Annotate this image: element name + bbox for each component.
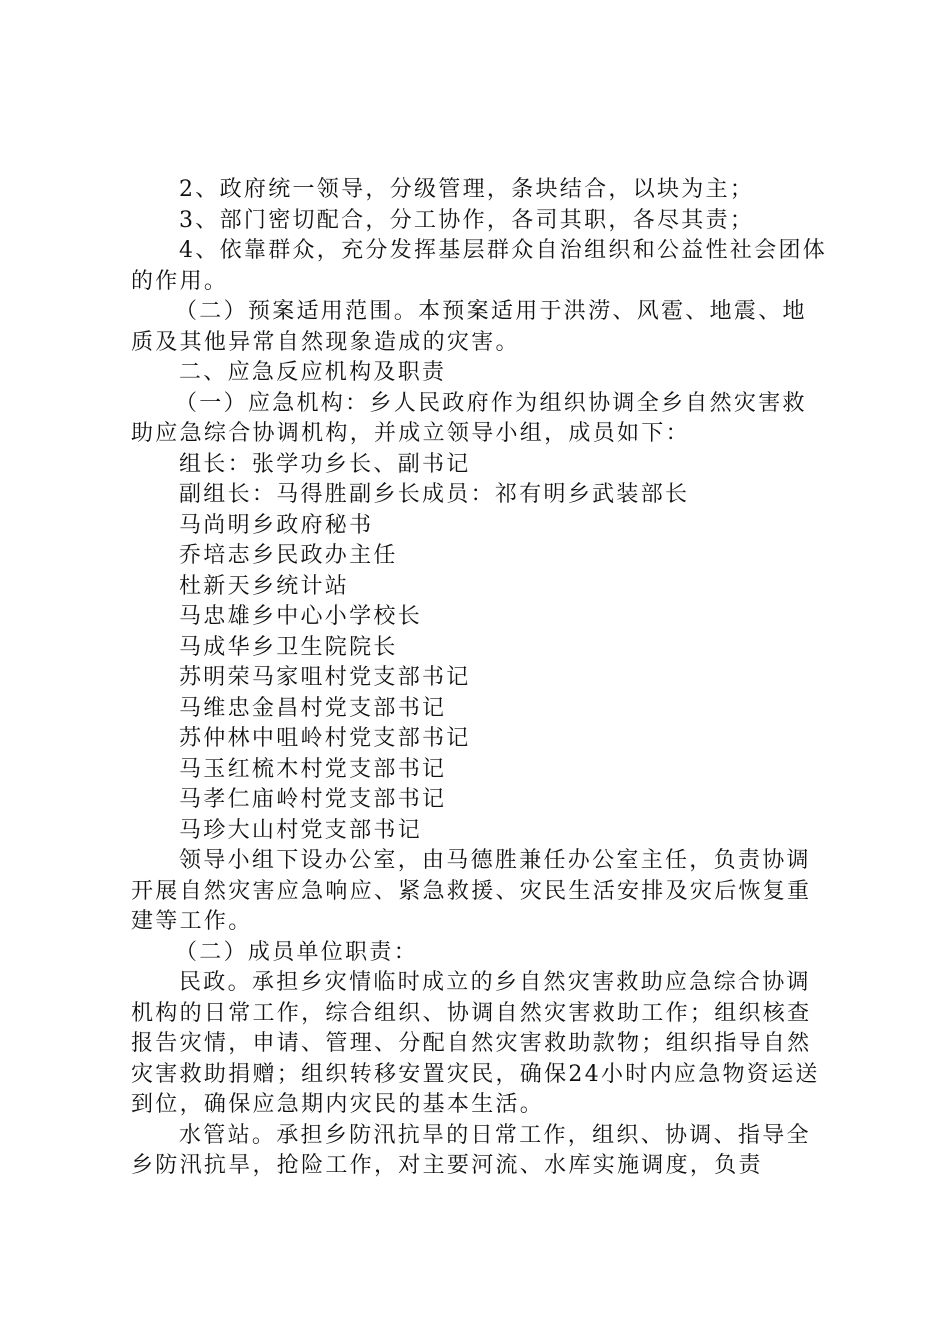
member-item: 马成华乡卫生院院长 xyxy=(179,634,398,660)
member-item: 组长：张学功乡长、副书记 xyxy=(179,451,471,477)
paragraph-principle-3: 3、部门密切配合，分工协作，各司其职，各尽其责； xyxy=(179,207,755,233)
member-item: 苏仲林中咀岭村党支部书记 xyxy=(179,726,471,751)
paragraph-duties-heading: （二）成员单位职责： xyxy=(175,939,419,965)
document-body xyxy=(131,175,831,1182)
member-item: 马维忠金昌村党支部书记 xyxy=(179,695,447,721)
member-item: 马孝仁庙岭村党支部书记 xyxy=(179,787,447,812)
member-item: 马珍大山村党支部书记 xyxy=(179,817,423,843)
paragraph-principle-4: 4、依靠群众，充分发挥基层群众自治组织和公益性社会团体的作用。 xyxy=(131,238,828,294)
member-item: 马玉红梳木村党支部书记 xyxy=(179,756,447,782)
member-item: 马尚明乡政府秘书 xyxy=(179,512,374,538)
member-item: 马忠雄乡中心小学校长 xyxy=(179,604,423,629)
member-list xyxy=(131,450,831,847)
member-item: 乔培志乡民政办主任 xyxy=(179,543,398,568)
section-heading-emergency-agency: 二、应急反应机构及职责 xyxy=(179,360,447,385)
member-item: 杜新天乡统计站 xyxy=(179,573,350,599)
paragraph-civil-affairs: 民政。承担乡灾情临时成立的乡自然灾害救助应急综合协调机构的日常工作，综合组织、协调自然灾害救助工作；组织核查报告灾情，申请、管理、分配自然灾害救助款物；组织指导自然灾害救助捐赠；组织转移安置灾民，确保24小时内应急物资运送到位，确保应急期内灾民的基本生活。 xyxy=(131,970,820,1117)
member-item: 苏明荣马家咀村党支部书记 xyxy=(179,665,471,690)
paragraph-office: 领导小组下设办公室，由马德胜兼任办公室主任，负责协调开展自然灾害应急响应、紧急救援、灾民生活安排及灾后恢复重建等工作。 xyxy=(131,848,812,934)
paragraph-scope: （二）预案适用范围。本预案适用于洪涝、风雹、地震、地质及其他异常自然现象造成的灾害。 xyxy=(131,299,807,355)
member-item: 副组长：马得胜副乡长成员：祁有明乡武装部长 xyxy=(179,482,690,507)
paragraph-emergency-agency: （一）应急机构：乡人民政府作为组织协调全乡自然灾害救助应急综合协调机构，并成立领导小组，成员如下： xyxy=(131,390,807,446)
paragraph-water-station: 水管站。承担乡防汛抗旱的日常工作，组织、协调、指导全乡防汛抗旱，抢险工作，对主要河流、水库实施调度，负责 xyxy=(131,1122,811,1178)
paragraph-principle-2: 2、政府统一领导，分级管理，条块结合，以块为主； xyxy=(179,177,755,202)
